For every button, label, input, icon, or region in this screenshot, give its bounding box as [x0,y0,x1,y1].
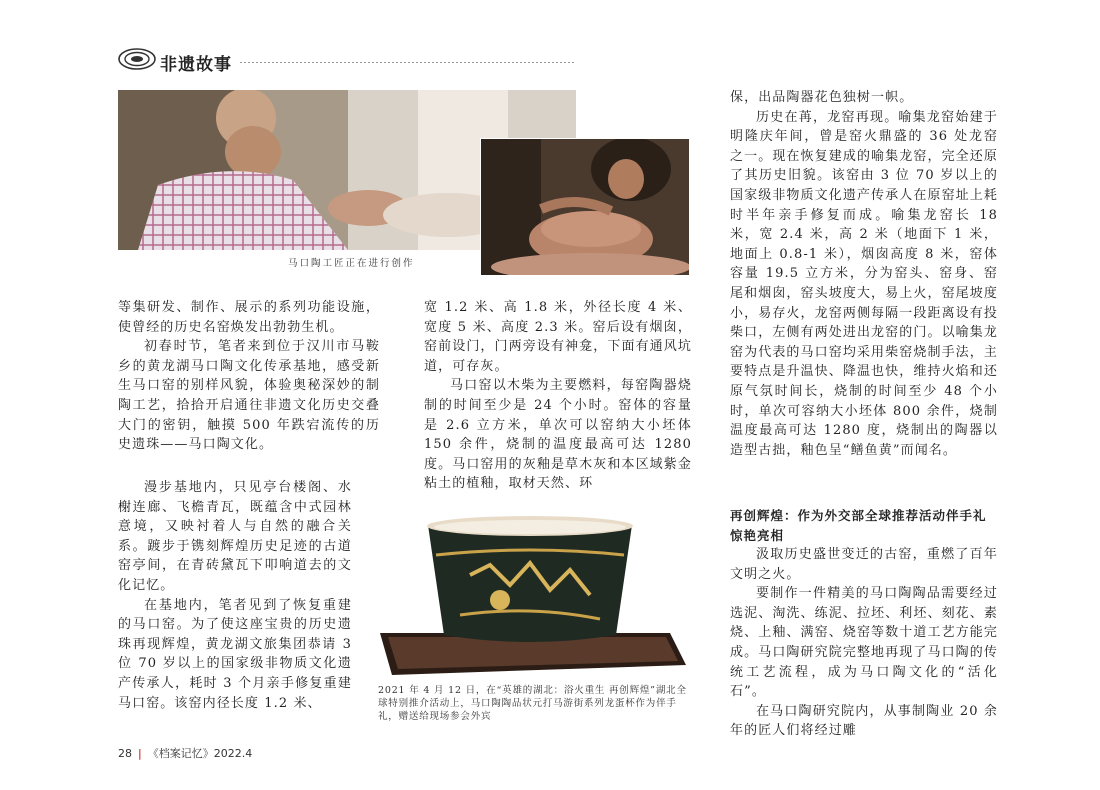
footer-separator: | [138,747,142,760]
article-column-1 [118,298,380,455]
magazine-issue: 《档案记忆》2022.4 [147,747,253,760]
paragraph: 要制作一件精美的马口陶陶品需要经过选泥、淘洗、练泥、拉坯、利坯、刻花、素烧、上釉、满窑、烧窑等数十道工艺方能完成。马口陶研究院完整地再现了马口陶的传统工艺流程，成为马口陶文化的“活化石”。 [730,586,998,700]
paragraph: 马口窑以木柴为主要燃料，每窑陶器烧制的时间至少是 24 个小时。窑体的容量是 2.6 立方米，单次可以窑纳大小坯体 150 余件，烧制的温度最高可达 1280 度。马口窑用的灰釉是草木灰和本区域紫金粘土的植釉，取材天然、环 [424,378,692,492]
paragraph: 等集研发、制作、展示的系列功能设施，使曾经的历史名窑焕发出勃勃生机。 [118,300,380,335]
paragraph: 在基地内，笔者见到了恢复重建的马口窑。为了使这座宝贵的历史遗珠再现辉煌，黄龙湖文旅集团恭请 3 位 70 岁以上的国家级非物质文化遗产传承人，耗时 3 个月亲手修复重建马口窑。该窑内径长度 1.2 米、 [118,597,352,711]
photo-caption: 马口陶工匠正在进行创作 [288,258,415,269]
header-divider [240,62,575,63]
page-number: 28 [118,747,132,760]
paragraph: 保，出品陶器花色独树一帜。 [730,90,914,105]
paragraph: 在马口陶研究院内，从事制陶业 20 余年的匠人们将经过雕 [730,703,998,739]
paragraph: 初春时节，笔者来到位于汉川市马鞍乡的黄龙湖马口陶文化传承基地，感受新生马口窑的别样风貌，体验奥秘深妙的制陶工艺，拾拾开启通往非遗文化历史交叠大门的密钥，触摸 500 年跌宕流传的历史遗珠——马口陶文化。 [118,339,380,453]
article-column-3 [730,88,998,460]
paragraph: 历史在苒，龙窑再现。喻集龙窑始建于明隆庆年间，曾是窑火鼎盛的 36 处龙窑之一。现在恢复建成的喻集龙窑，完全还原了其历史旧貌。该窑由 3 位 70 岁以上的国家级非物质文化遗产传承人在原窑址上耗时半年亲手修复而成。喻集龙窑长 18 米，宽 2.4 米，高 2 米（地面下 1 米，地面上 0.8-1 米），烟囱高度 8 米，窑体容量 19.5 立方米，分为窑头、窑身、窑尾和烟囱，窑头坡度大，易上火，窑尾坡度小，易存火，龙窑两侧每隔一段距离设有投柴口，左侧有两处进出龙窑的门。以喻集龙窑为代表的马口窑均采用柴窑烧制手法，主要特点是升温快、降温也快，维持火焰和还原气氛时间长，烧制的时间至少 48 个小时，单次可容纳大小坯体 800 余件，烧制温度最高可达 1280 度，烧制出的陶器以造型古拙，釉色呈“鳝鱼黄”而闻名。 [730,109,998,458]
article-column-1-continued [118,478,352,713]
dragon-egg-cup-photo [370,515,692,683]
photo-caption: 2021 年 4 月 12 日，在“英雄的湖北：浴火重生 再创辉煌”湖北全球特别推介活动上，马口陶陶品状元打马游街系列龙蛋杯作为伴手礼，赠送给现场参会外宾 [378,685,687,722]
article-column-3-continued [730,545,998,741]
section-logo-icon [118,48,156,70]
page-footer [118,745,252,761]
paragraph: 汲取历史盛世变迁的古窑，重燃了百年文明之火。 [730,547,998,582]
article-column-2 [424,298,692,494]
paragraph: 漫步基地内，只见亭台楼阁、水榭连廊、飞檐青瓦，既蕴含中式园林意境，又映衬着人与自然的融合关系。踱步于镌刻辉煌历史足迹的古道窑亭间，在青砖黛瓦下叩响道去的文化记忆。 [118,480,352,593]
potter-wheel-photo [480,138,690,276]
section-subheading: 再创辉煌：作为外交部全球推荐活动伴手礼惊艳亮相 [730,508,987,543]
paragraph: 宽 1.2 米、高 1.8 米，外径长度 4 米、宽度 5 米、高度 2.3 米。窑后设有烟囱，窑前设门，门两旁设有神龛，下面有通风坑道，可存灰。 [424,300,692,374]
section-title: 非遗故事 [160,55,232,75]
